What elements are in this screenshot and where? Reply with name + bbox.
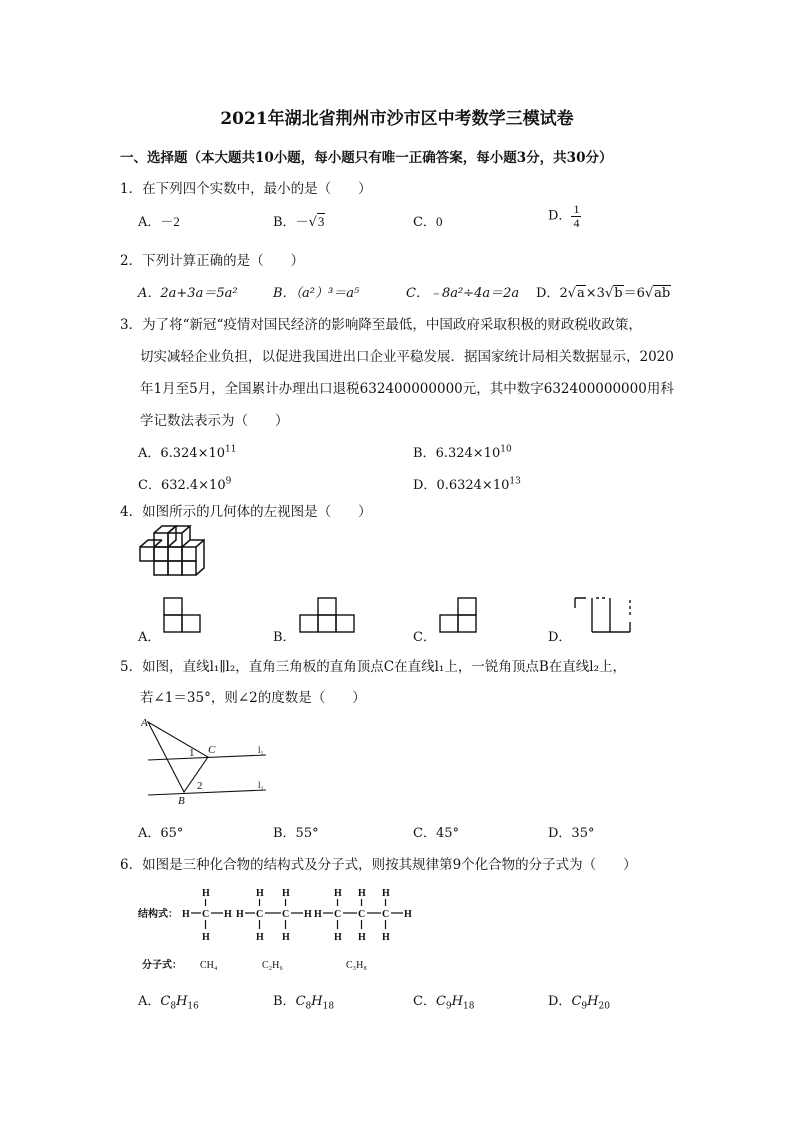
label-angle-1: 1: [189, 747, 195, 759]
q5-geometry-figure: [138, 712, 278, 807]
q4-option-d-label: D．: [548, 630, 572, 645]
svg-text:H: H: [282, 932, 290, 943]
q4-option-c-label: C．: [413, 630, 436, 645]
q3-option-c: C．$632.4\times 10^9$: [138, 476, 232, 493]
svg-text:H: H: [404, 909, 412, 920]
sqrt-sign: √: [308, 215, 317, 230]
q5-option-a: A．65°: [138, 826, 184, 841]
question-5-line-2: 若∠1＝35°，则∠2的度数是（ ）: [140, 690, 366, 706]
question-6-stem: 6．如图是三种化合物的结构式及分子式，则按其规律第9个化合物的分子式为（ ）: [120, 857, 637, 873]
q4-option-c-figure: [438, 596, 488, 636]
label-c: C: [208, 744, 216, 756]
q6-option-b: B．$C_8H_{18}$: [273, 994, 335, 1012]
question-3-line-4: 学记数法表示为（ ）: [140, 413, 289, 429]
svg-text:H: H: [358, 932, 366, 943]
question-3-line-3: 年1月至5月，全国累计办理出口退税632400000000元，其中数字632400000000用科: [140, 381, 674, 397]
svg-text:H: H: [256, 932, 264, 943]
svg-text:H: H: [334, 888, 342, 899]
q6-option-c: C．$C_9H_{18}$: [413, 994, 475, 1012]
svg-text:H: H: [224, 909, 232, 920]
question-5-line-1: 5．如图，直线l₁∥l₂，直角三角板的直角顶点C在直线l₁上，一锐角顶点B在直线l₂上，: [120, 659, 626, 675]
page-title: 2021年湖北省荆州市沙市区中考数学三模试卷: [220, 109, 574, 129]
q5-option-c: C．45°: [413, 826, 459, 841]
fraction: $\frac{1}{4}$: [573, 202, 580, 230]
svg-text:H: H: [382, 888, 390, 899]
q6-structural-formulas: [138, 880, 428, 980]
svg-text:H: H: [182, 909, 190, 920]
label-b: B: [178, 795, 185, 807]
svg-text:H: H: [314, 909, 322, 920]
q1-option-c: C．0: [413, 214, 443, 230]
question-3-line-1: 3．为了将“新冠“疫情对国民经济的影响降至最低，中国政府采取积极的财政税收政策，: [120, 317, 642, 333]
section-heading: 一、选择题（本大题共10小题，每小题只有唯一正确答案，每小题3分，共30分）: [120, 150, 613, 166]
svg-text:C: C: [358, 909, 366, 920]
q5-option-b: B．55°: [273, 826, 319, 841]
line-l2: [148, 790, 266, 795]
q6-option-d: D．$C_9H_{20}$: [548, 994, 610, 1012]
q3-option-d: D．$0.6324\times 10^{13}$: [413, 476, 521, 493]
label-angle-2: 2: [197, 780, 203, 792]
q1-option-b: B．－√3: [273, 214, 325, 230]
question-2-stem: 2．下列计算正确的是（ ）: [120, 253, 305, 269]
formula-1: CH₄: [200, 960, 218, 971]
q6-option-a: A．$C_8H_{16}$: [138, 994, 199, 1012]
q3-option-b: B．$6.324\times 10^{10}$: [413, 444, 512, 461]
svg-text:H: H: [202, 932, 210, 943]
svg-text:C: C: [282, 909, 290, 920]
q1-option-a: A．－2: [138, 214, 180, 230]
q1-option-d: D． $\frac{1}{4}$: [548, 202, 580, 230]
q2-option-c: C．﹣8a²÷4a＝2a: [406, 286, 520, 301]
q4-solid-figure: [136, 523, 208, 583]
svg-text:H: H: [282, 888, 290, 899]
svg-text:H: H: [334, 932, 342, 943]
svg-text:C: C: [334, 909, 342, 920]
q4-option-b-figure: [298, 596, 360, 636]
svg-text:H: H: [202, 888, 210, 899]
struct-label: 结构式：: [138, 909, 178, 920]
q4-option-a-figure: [162, 596, 212, 636]
q2-option-d: D．2√a×3√b＝6√ab: [536, 286, 671, 301]
q4-option-b-label: B．: [273, 630, 296, 645]
formula-label: 分子式：: [142, 960, 182, 971]
q5-option-d: D．35°: [548, 826, 595, 841]
svg-text:C: C: [382, 909, 390, 920]
q4-option-a-label: A．: [138, 630, 161, 645]
q2-option-b: B．（a²）³＝a⁵: [273, 286, 360, 301]
question-3-line-2: 切实减轻企业负担，以促进我国进出口企业平稳发展．据国家统计局相关数据显示，2020: [140, 349, 674, 365]
question-1-stem: 1．在下列四个实数中，最小的是（ ）: [120, 181, 372, 197]
label-l2: l₂: [258, 780, 264, 790]
question-4-stem: 4．如图所示的几何体的左视图是（ ）: [120, 504, 372, 520]
label-l1: l₁: [258, 745, 264, 755]
formula-3: C₃H₈: [346, 960, 367, 971]
svg-text:H: H: [358, 888, 366, 899]
svg-text:C: C: [202, 909, 210, 920]
svg-text:H: H: [236, 909, 244, 920]
svg-text:C: C: [256, 909, 264, 920]
q4-option-d-figure: [572, 594, 636, 636]
svg-text:H: H: [256, 888, 264, 899]
q3-option-a: A．$6.324\times 10^{11}$: [138, 444, 237, 461]
formula-2: C₂H₆: [262, 960, 283, 971]
svg-text:H: H: [382, 932, 390, 943]
q2-option-a: A．2a+3a＝5a²: [138, 286, 238, 301]
svg-text:H: H: [304, 909, 312, 920]
label-a: A: [141, 717, 148, 729]
